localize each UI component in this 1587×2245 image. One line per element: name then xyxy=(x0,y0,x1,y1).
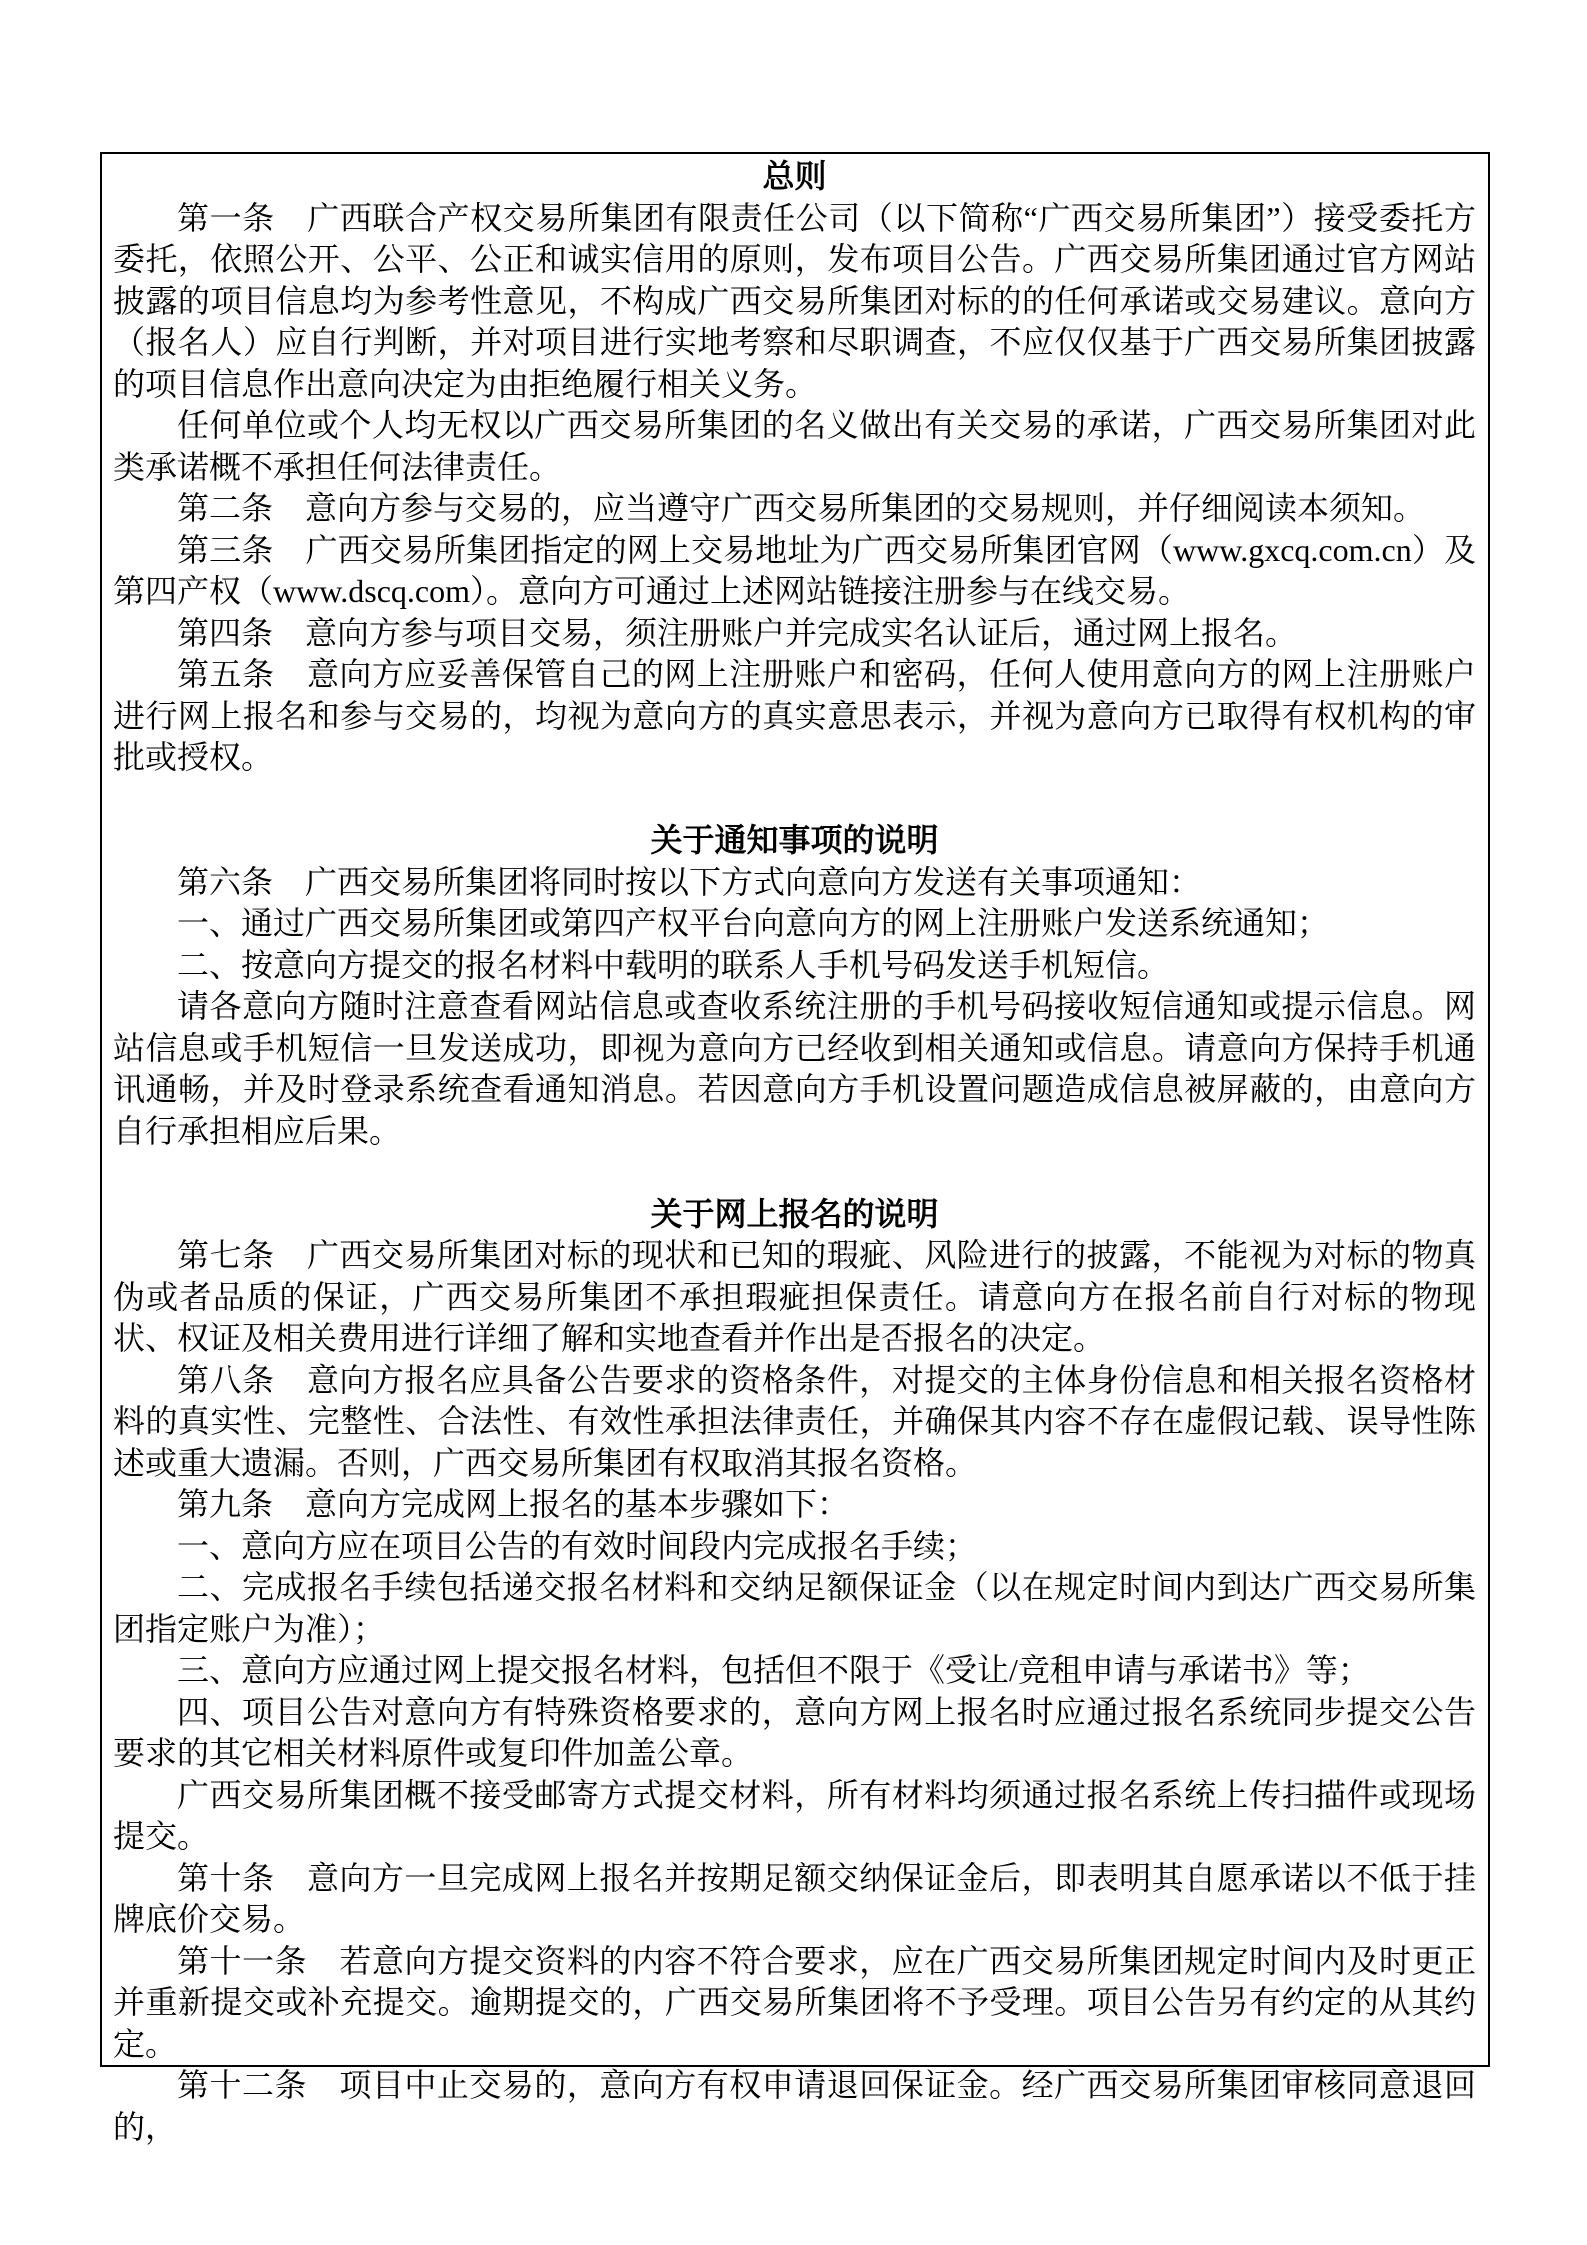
paragraph-step-3: 三、意向方应通过网上提交报名材料，包括但不限于《受让/竞租申请与承诺书》等； xyxy=(177,1652,1370,1688)
paragraph-step-2: 二、完成报名手续包括递交报名材料和交纳足额保证金（以在规定时间内到达广西交易所集团指定账户为准）； xyxy=(113,1569,1476,1647)
paragraph-article-6: 第六条 广西交易所集团将同时按以下方式向意向方发送有关事项通知： xyxy=(177,863,1202,900)
section-heading-online-registration: 关于网上报名的说明 xyxy=(650,1195,939,1232)
paragraph-article-2: 第二条 意向方参与交易的，应当遵守广西交易所集团的交易规则，并仔细阅读本须知。 xyxy=(177,490,1426,526)
paragraph-article-11: 第十一条 若意向方提交资料的内容不符合要求，应在广西交易所集团规定时间内及时更正并重新提交或补充提交。逾期提交的，广西交易所集团将不予受理。项目公告另有约定的从其约定。 xyxy=(113,1942,1476,2062)
document-border-box xyxy=(100,152,1490,2145)
paragraph-step-4: 四、项目公告对意向方有特殊资格要求的，意向方网上报名时应通过报名系统同步提交公告要求的其它相关材料原件或复印件加盖公章。 xyxy=(113,1693,1476,1771)
paragraph-article-10: 第十条 意向方一旦完成网上报名并按期足额交纳保证金后，即表明其自愿承诺以不低于挂牌底价交易。 xyxy=(113,1859,1476,1937)
section-heading-general: 总则 xyxy=(762,158,827,194)
paragraph-article-3: 第三条 广西交易所集团指定的网上交易地址为广西交易所集团官网（www.gxcq.com.cn）及第四产权（www.dscq.com）。意向方可通过上述网站链接注册参与在线交易。 xyxy=(113,531,1476,609)
paragraph-notify-notice: 请各意向方随时注意查看网站信息或查收系统注册的手机号码接收短信通知或提示信息。网站信息或手机短信一旦发送成功，即视为意向方已经收到相关通知或信息。请意向方保持手机通讯通畅，并及时登录系统查看通知消息。若因意向方手机设置问题造成信息被屏蔽的，由意向方自行承担相应后果。 xyxy=(113,988,1476,1149)
section-heading-notification: 关于通知事项的说明 xyxy=(650,822,939,858)
section-notification xyxy=(113,820,1476,1152)
section-online-registration xyxy=(113,1194,1476,2149)
paragraph-article-7: 第七条 广西交易所集团对标的现状和已知的瑕疵、风险进行的披露，不能视为对标的物真伪或者品质的保证，广西交易所集团不承担瑕疵担保责任。请意向方在报名前自行对标的物现状、权证及相关费用进行详细了解和实地查看并作出是否报名的决定。 xyxy=(113,1237,1476,1356)
paragraph-no-mail-submission: 广西交易所集团概不接受邮寄方式提交材料，所有材料均须通过报名系统上传扫描件或现场提交。 xyxy=(113,1776,1476,1854)
paragraph-notify-method-1: 一、通过广西交易所集团或第四产权平台向意向方的网上注册账户发送系统通知； xyxy=(177,905,1330,941)
paragraph-article-1: 第一条 广西联合产权交易所集团有限责任公司（以下简称“广西交易所集团”）接受委托方委托，依照公开、公平、公正和诚实信用的原则，发布项目公告。广西交易所集团通过官方网站披露的项目信息均为参考性意见，不构成广西交易所集团对标的的任何承诺或交易建议。意向方（报名人）应自行判断，并对项目进行实地考察和尽职调查，不应仅仅基于广西交易所集团披露的项目信息作出意向决定为由拒绝履行相关义务。 xyxy=(113,199,1476,402)
paragraph-step-1: 一、意向方应在项目公告的有效时间段内完成报名手续； xyxy=(177,1527,978,1564)
paragraph-no-authorization: 任何单位或个人均无权以广西交易所集团的名义做出有关交易的承诺，广西交易所集团对此类承诺概不承担任何法律责任。 xyxy=(113,407,1476,485)
paragraph-article-4: 第四条 意向方参与项目交易，须注册账户并完成实名认证后，通过网上报名。 xyxy=(177,614,1298,651)
paragraph-notify-method-2: 二、按意向方提交的报名材料中载明的联系人手机号码发送手机短信。 xyxy=(177,946,1170,983)
paragraph-article-9: 第九条 意向方完成网上报名的基本步骤如下： xyxy=(177,1486,850,1522)
paragraph-article-8: 第八条 意向方报名应具备公告要求的资格条件，对提交的主体身份信息和相关报名资格材料的真实性、完整性、合法性、有效性承担法律责任，并确保其内容不存在虚假记载、误导性陈述或重大遗漏。否则，广西交易所集团有权取消其报名资格。 xyxy=(113,1361,1476,1481)
paragraph-article-5: 第五条 意向方应妥善保管自己的网上注册账户和密码，任何人使用意向方的网上注册账户进行网上报名和参与交易的，均视为意向方的真实意思表示，并视为意向方已取得有权机构的审批或授权。 xyxy=(113,656,1476,775)
section-general-provisions xyxy=(113,156,1476,779)
paragraph-article-12: 第十二条 项目中止交易的，意向方有权申请退回保证金。经广西交易所集团审核同意退回的， xyxy=(113,2067,1476,2145)
